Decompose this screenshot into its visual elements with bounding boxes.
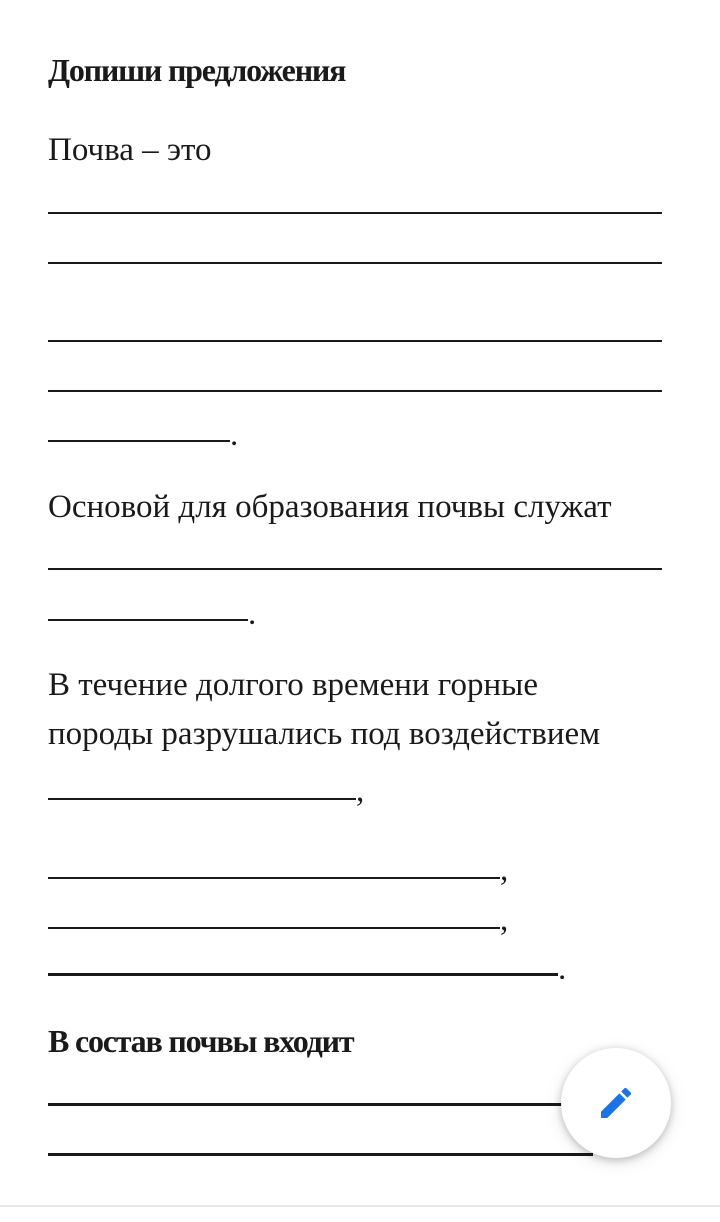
edit-button[interactable] xyxy=(561,1048,671,1158)
sentence-soil-definition: Почва – это xyxy=(48,132,212,168)
comma-mark: , xyxy=(500,852,509,888)
sentence-weathering-line1: В течение долгого времени горные xyxy=(48,667,538,703)
worksheet-heading: Допиши предложения xyxy=(48,52,346,88)
bottom-divider xyxy=(0,1205,720,1207)
answer-blank[interactable] xyxy=(48,1103,568,1106)
answer-blank[interactable] xyxy=(48,619,248,621)
sentence-weathering-line2: породы разрушались под воздействием xyxy=(48,716,601,752)
answer-blank[interactable] xyxy=(48,1153,593,1156)
answer-blank[interactable] xyxy=(48,262,662,264)
answer-blank[interactable] xyxy=(48,440,230,442)
answer-blank[interactable] xyxy=(48,212,662,214)
comma-mark: , xyxy=(500,902,509,938)
soil-composition-heading: В состав почвы входит xyxy=(48,1023,354,1059)
comma-mark: , xyxy=(356,773,365,809)
answer-blank[interactable] xyxy=(48,798,356,800)
period-mark: . xyxy=(248,596,257,632)
period-mark: . xyxy=(230,417,239,453)
answer-blank[interactable] xyxy=(48,927,500,929)
period-mark: . xyxy=(558,951,567,987)
sentence-soil-basis: Основой для образования почвы служат xyxy=(48,489,612,525)
answer-blank[interactable] xyxy=(48,568,662,570)
answer-blank[interactable] xyxy=(48,340,662,342)
answer-blank[interactable] xyxy=(48,973,558,976)
answer-blank[interactable] xyxy=(48,877,500,879)
pencil-icon xyxy=(596,1083,636,1123)
answer-blank[interactable] xyxy=(48,390,662,392)
